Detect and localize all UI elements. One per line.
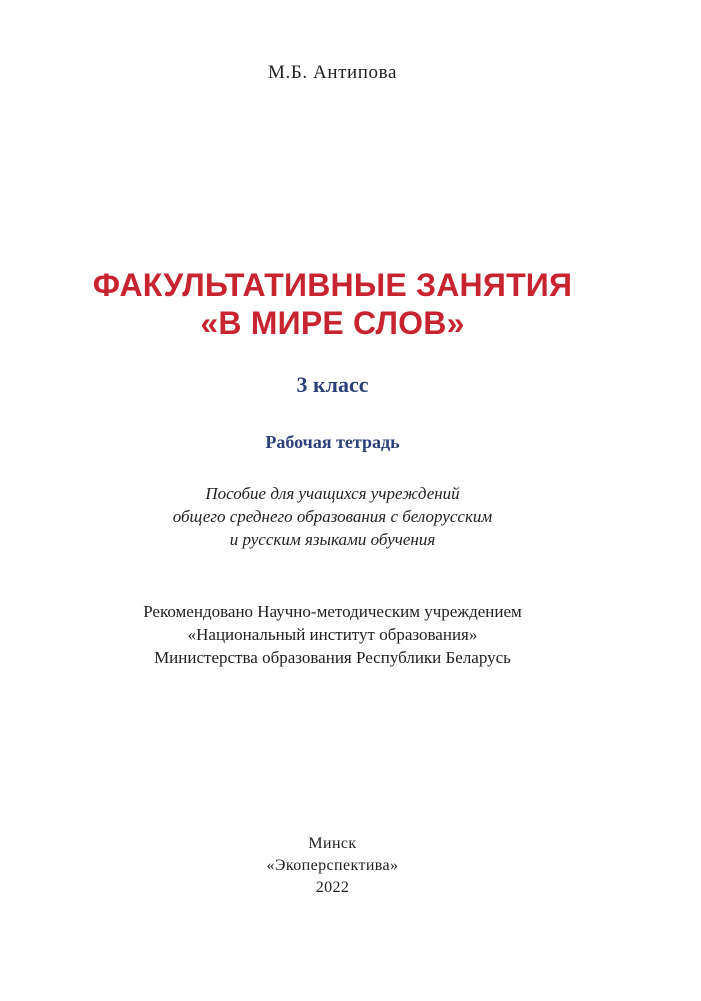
recommendation-line-3: Министерства образования Республики Беларусь <box>154 648 511 667</box>
book-title-line-2: «В МИРЕ СЛОВ» <box>200 305 465 341</box>
purpose-line-1: Пособие для учащихся учреждений <box>205 484 460 503</box>
book-title-line-1: ФАКУЛЬТАТИВНЫЕ ЗАНЯТИЯ <box>92 267 573 303</box>
book-title <box>0 266 665 342</box>
publisher-imprint <box>0 833 665 899</box>
recommendation-note <box>0 600 665 669</box>
grade-label: 3 класс <box>296 372 369 397</box>
imprint-city: Минск <box>308 835 357 852</box>
purpose-line-2: общего среднего образования с белорусским <box>172 507 493 526</box>
recommendation-line-2: «Национальный институт образования» <box>187 625 478 644</box>
recommendation-line-1: Рекомендовано Научно-методическим учреждением <box>143 602 522 621</box>
workbook-subtitle: Рабочая тетрадь <box>265 432 400 452</box>
purpose-description <box>0 482 665 551</box>
imprint-year: 2022 <box>315 879 350 896</box>
author-name: М.Б. Антипова <box>267 62 398 83</box>
purpose-line-3: и русским языками обучения <box>229 530 436 549</box>
imprint-publisher: «Экоперспектива» <box>266 857 399 874</box>
